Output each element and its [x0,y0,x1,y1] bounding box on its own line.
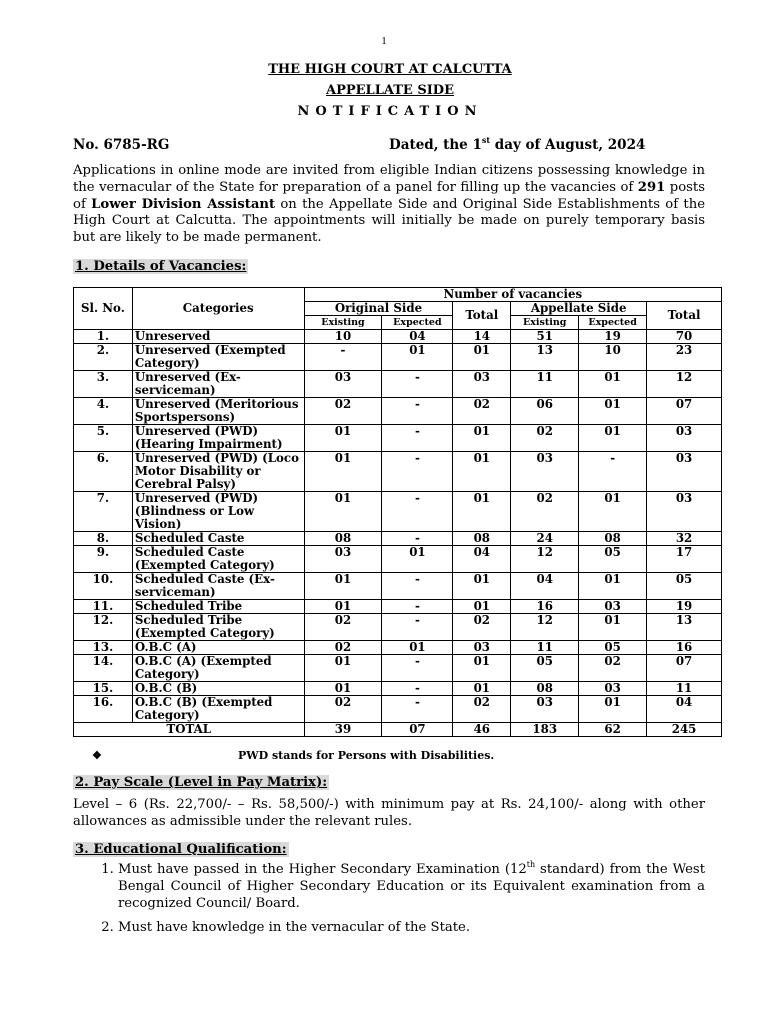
row-as-exp: 01 [579,614,647,641]
education-list [73,859,705,945]
header-categories: Categories [132,288,304,330]
row-as-ex: 12 [511,614,579,641]
table-total-row [74,723,722,737]
row-total: 07 [647,655,722,682]
vacancy-table [73,287,722,737]
row-as-ex: 12 [511,546,579,573]
row-os-exp: 01 [382,641,453,655]
row-as-exp: 01 [579,398,647,425]
row-as-ex: 06 [511,398,579,425]
total-as-expected: 62 [579,723,647,737]
row-os-tot: 03 [453,371,511,398]
row-os-exp: - [382,573,453,600]
side-title: APPELLATE SIDE [326,83,454,98]
row-as-exp: 19 [579,330,647,344]
row-as-exp: 08 [579,532,647,546]
row-as-exp: 03 [579,600,647,614]
header-as-existing: Existing [511,316,579,330]
row-as-exp: - [579,452,647,492]
row-category: Scheduled Caste (Exempted Category) [132,546,304,573]
row-os-tot: 01 [453,600,511,614]
row-as-exp: 01 [579,371,647,398]
row-as-ex: 11 [511,641,579,655]
page-number: 1 [381,35,387,47]
row-os-ex: 02 [304,696,382,723]
row-category: O.B.C (A) (Exempted Category) [132,655,304,682]
row-os-tot: 01 [453,425,511,452]
header-os-existing: Existing [304,316,382,330]
total-os-existing: 39 [304,723,382,737]
row-as-ex: 51 [511,330,579,344]
vacancy-table-body [74,330,722,723]
row-total: 16 [647,641,722,655]
row-os-tot: 01 [453,655,511,682]
row-os-tot: 02 [453,696,511,723]
row-as-ex: 02 [511,492,579,532]
row-sl: 12. [74,614,133,641]
row-as-exp: 02 [579,655,647,682]
row-total: 13 [647,614,722,641]
row-os-exp: - [382,452,453,492]
row-os-ex: 01 [304,573,382,600]
row-sl: 14. [74,655,133,682]
table-row [74,573,722,600]
row-os-ex: 02 [304,398,382,425]
row-as-ex: 05 [511,655,579,682]
table-row [74,532,722,546]
row-as-exp: 01 [579,696,647,723]
row-as-exp: 05 [579,546,647,573]
row-as-exp: 05 [579,641,647,655]
header-os-expected: Expected [382,316,453,330]
notification-date: Dated, the 1st day of August, 2024 [389,134,646,153]
row-total: 11 [647,682,722,696]
row-os-ex: - [304,344,382,371]
row-sl: 15. [74,682,133,696]
pwd-note [92,749,495,762]
row-sl: 13. [74,641,133,655]
total-os-total: 46 [453,723,511,737]
row-os-ex: 01 [304,682,382,696]
row-os-exp: - [382,532,453,546]
row-sl: 16. [74,696,133,723]
row-os-tot: 04 [453,546,511,573]
row-os-tot: 02 [453,398,511,425]
row-as-exp: 01 [579,573,647,600]
row-os-exp: - [382,371,453,398]
row-os-tot: 01 [453,573,511,600]
row-os-ex: 03 [304,371,382,398]
header-original-total: Total [453,302,511,330]
row-as-exp: 01 [579,425,647,452]
diamond-bullet-icon: ❖ [92,749,102,762]
pay-scale-text: Level – 6 (Rs. 22,700/- – Rs. 58,500/-) with minimum pay at Rs. 24,100/- along with other allowances as admissible under the relevant rules. [73,797,705,829]
row-os-exp: - [382,614,453,641]
row-total: 03 [647,425,722,452]
header-grand-total: Total [647,302,722,330]
row-os-exp: - [382,682,453,696]
row-total: 17 [647,546,722,573]
table-row [74,425,722,452]
court-title: THE HIGH COURT AT CALCUTTA [268,62,512,77]
row-category: Unreserved (PWD) (Blindness or Low Vision) [132,492,304,532]
row-sl: 3. [74,371,133,398]
row-category: Unreserved (Meritorious Sportspersons) [132,398,304,425]
section-pay-scale-heading: 2. Pay Scale (Level in Pay Matrix): [75,775,328,790]
row-os-tot: 03 [453,641,511,655]
row-os-tot: 01 [453,452,511,492]
header-original-side: Original Side [304,302,453,316]
row-total: 23 [647,344,722,371]
row-category: Unreserved (Ex-serviceman) [132,371,304,398]
row-total: 05 [647,573,722,600]
row-category: O.B.C (B) (Exempted Category) [132,696,304,723]
row-sl: 6. [74,452,133,492]
row-os-ex: 02 [304,614,382,641]
header-as-expected: Expected [579,316,647,330]
table-row [74,344,722,371]
row-as-ex: 03 [511,452,579,492]
row-category: Scheduled Tribe (Exempted Category) [132,614,304,641]
table-row [74,600,722,614]
table-row [74,682,722,696]
table-row [74,330,722,344]
row-sl: 9. [74,546,133,573]
row-os-tot: 08 [453,532,511,546]
table-row [74,655,722,682]
row-category: O.B.C (A) [132,641,304,655]
row-category: Scheduled Caste (Ex-serviceman) [132,573,304,600]
row-os-tot: 02 [453,614,511,641]
row-as-ex: 08 [511,682,579,696]
header-appellate-side: Appellate Side [511,302,647,316]
row-category: Unreserved (PWD) (Loco Motor Disability or Cerebral Palsy) [132,452,304,492]
row-os-ex: 08 [304,532,382,546]
row-as-ex: 03 [511,696,579,723]
row-sl: 11. [74,600,133,614]
row-os-exp: 01 [382,546,453,573]
total-as-existing: 183 [511,723,579,737]
table-row [74,452,722,492]
row-category: O.B.C (B) [132,682,304,696]
row-os-ex: 02 [304,641,382,655]
row-total: 70 [647,330,722,344]
row-os-exp: - [382,492,453,532]
row-os-exp: - [382,425,453,452]
total-os-expected: 07 [382,723,453,737]
table-row [74,696,722,723]
row-os-exp: 01 [382,344,453,371]
table-row [74,614,722,641]
row-total: 32 [647,532,722,546]
table-row [74,398,722,425]
row-category: Scheduled Tribe [132,600,304,614]
row-as-ex: 02 [511,425,579,452]
row-os-exp: - [382,696,453,723]
row-os-tot: 01 [453,492,511,532]
total-label: TOTAL [74,723,305,737]
row-as-ex: 13 [511,344,579,371]
pwd-note-text: PWD stands for Persons with Disabilities. [238,749,495,762]
intro-paragraph: Applications in online mode are invited from eligible Indian citizens possessing knowledge in the vernacular of the State for preparation of a panel for filling up the vacancies of 291 posts of Lower Division Assistant on the Appellate Side and Original Side Establishments of the High Court at Calcutta. The appointments will initially be made on purely temporary basis but are likely to be made permanent. [73,163,705,246]
row-os-exp: 04 [382,330,453,344]
row-as-exp: 01 [579,492,647,532]
row-total: 03 [647,452,722,492]
section-education-heading: 3. Educational Qualification: [75,842,287,857]
row-as-ex: 04 [511,573,579,600]
row-os-ex: 01 [304,655,382,682]
row-as-ex: 16 [511,600,579,614]
row-sl: 5. [74,425,133,452]
row-os-exp: - [382,655,453,682]
row-total: 04 [647,696,722,723]
row-as-ex: 24 [511,532,579,546]
row-as-exp: 03 [579,682,647,696]
row-sl: 1. [74,330,133,344]
section-vacancies-heading: 1. Details of Vacancies: [75,259,247,274]
row-os-tot: 14 [453,330,511,344]
total-grand: 245 [647,723,722,737]
table-row [74,371,722,398]
notification-title: NOTIFICATION [297,104,483,119]
row-sl: 8. [74,532,133,546]
notification-number: No. 6785-RG [73,137,170,153]
row-sl: 10. [74,573,133,600]
row-total: 03 [647,492,722,532]
row-os-tot: 01 [453,344,511,371]
row-os-ex: 01 [304,492,382,532]
row-os-ex: 01 [304,425,382,452]
row-total: 07 [647,398,722,425]
row-sl: 7. [74,492,133,532]
row-sl: 4. [74,398,133,425]
row-os-ex: 01 [304,452,382,492]
header-sl: Sl. No. [74,288,133,330]
row-category: Scheduled Caste [132,532,304,546]
row-category: Unreserved (Exempted Category) [132,344,304,371]
row-os-ex: 10 [304,330,382,344]
row-category: Unreserved [132,330,304,344]
table-row [74,492,722,532]
row-os-exp: - [382,600,453,614]
row-as-ex: 11 [511,371,579,398]
row-os-tot: 01 [453,682,511,696]
table-row [74,641,722,655]
row-total: 19 [647,600,722,614]
row-os-exp: - [382,398,453,425]
row-os-ex: 03 [304,546,382,573]
list-item: 1. Must have passed in the Higher Secondary Examination (12th standard) from the West Bengal Council of Higher Secondary Education or its Equivalent examination from a recognized Council/ Board. [118,862,705,912]
table-row [74,546,722,573]
row-os-ex: 01 [304,600,382,614]
row-total: 12 [647,371,722,398]
row-sl: 2. [74,344,133,371]
row-category: Unreserved (PWD) (Hearing Impairment) [132,425,304,452]
list-item: 2. Must have knowledge in the vernacular of the State. [118,920,705,937]
row-as-exp: 10 [579,344,647,371]
header-number-of-vacancies: Number of vacancies [304,288,721,302]
